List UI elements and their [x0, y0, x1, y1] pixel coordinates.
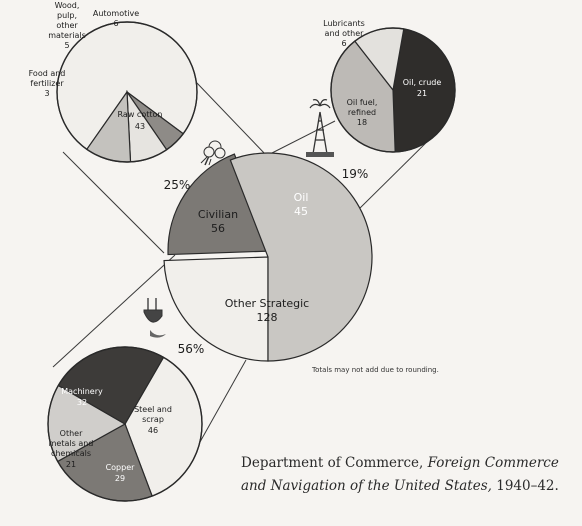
civ-wood-label-3: other — [56, 21, 78, 30]
connector-line — [270, 121, 335, 154]
str-mach-value: 32 — [76, 398, 88, 407]
main-strategic-percent: 56% — [177, 342, 205, 356]
main-civilian-label: Civilian — [197, 208, 239, 221]
civ-wood-label-1: Wood, — [54, 1, 80, 10]
pie-main — [164, 153, 372, 361]
str-steel-label-2: scrap — [142, 415, 164, 424]
main-oil-label: Oil — [293, 191, 309, 204]
str-other-value: 21 — [65, 460, 77, 469]
main-civilian-percent: 25% — [163, 178, 191, 192]
civ-wood-value: 5 — [64, 41, 70, 50]
citation-years: 1940–42. — [491, 478, 559, 494]
civ-food-label-1: Food and — [28, 69, 66, 78]
pie-oil — [331, 28, 455, 152]
oil-lub-label-2: and other — [324, 29, 364, 38]
source-citation — [241, 452, 576, 498]
str-other-label-2: metals and — [48, 439, 94, 448]
steel-ladle-icon — [144, 298, 166, 338]
civ-auto-value: 6 — [113, 19, 119, 28]
str-steel-value: 46 — [147, 426, 159, 435]
civ-cotton-label: Raw cotton — [117, 110, 163, 119]
str-other-label-1: Other — [59, 429, 83, 438]
oil-fuel-label-1: Oil fuel, — [346, 98, 378, 107]
civ-food-value: 3 — [44, 89, 50, 98]
pie-civilian — [57, 22, 197, 162]
connector-line — [196, 82, 266, 155]
civ-wood-label-4: materials — [48, 31, 86, 40]
main-oil-percent: 19% — [341, 167, 369, 181]
str-copper-value: 29 — [114, 474, 126, 483]
rounding-note: Totals may not add due to rounding. — [312, 366, 439, 374]
str-copper-label: Copper — [105, 463, 135, 472]
main-civilian-value: 56 — [211, 222, 225, 235]
str-steel-label-1: Steel and — [134, 405, 172, 414]
str-other-label-3: chemicals — [50, 449, 92, 458]
connector-line — [63, 152, 164, 253]
oil-crude-value: 21 — [416, 89, 428, 98]
main-strategic-value: 128 — [256, 311, 278, 324]
civ-cotton-value: 43 — [134, 122, 146, 131]
main-oil-value: 45 — [294, 205, 308, 218]
connector-line — [200, 360, 246, 442]
str-mach-label: Machinery — [61, 387, 103, 396]
oil-lub-label-1: Lubricants — [323, 19, 365, 28]
oil-lub-value: 6 — [341, 39, 347, 48]
main-strategic-label: Other Strategic — [224, 297, 310, 310]
oil-crude-label: Oil, crude — [402, 78, 442, 87]
citation-publisher: Department of Commerce, — [241, 455, 428, 471]
oil-fuel-label-2: refined — [347, 108, 377, 117]
civ-wood-label-2: pulp, — [57, 11, 77, 20]
civ-auto-label: Automotive — [92, 9, 140, 18]
civ-food-label-2: fertilizer — [30, 79, 64, 88]
citation-title: Foreign Commerce and Navigation of the United States, — [241, 455, 559, 494]
oil-fuel-value: 18 — [356, 118, 368, 127]
